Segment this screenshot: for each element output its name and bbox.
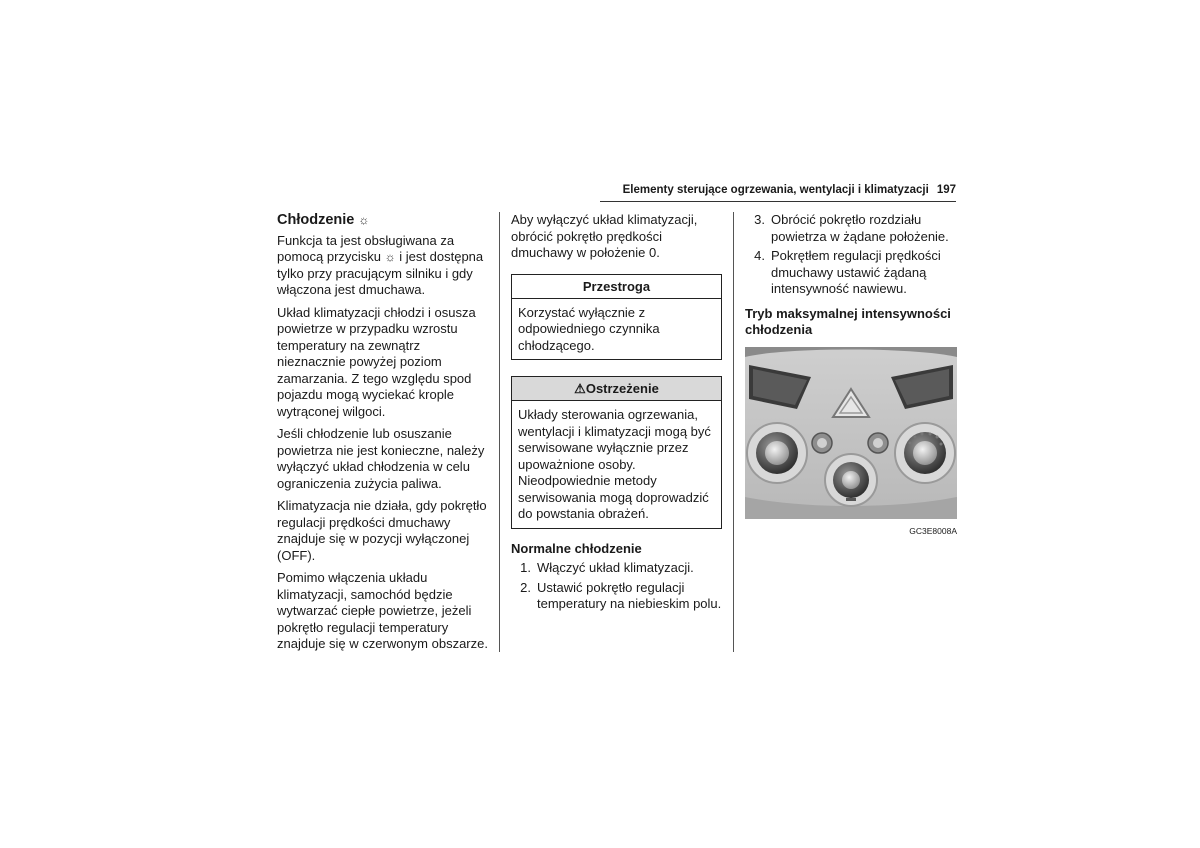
column-2 <box>511 212 722 621</box>
list-item <box>745 248 957 298</box>
caution-box <box>511 274 722 361</box>
paragraph: Jeśli chłodzenie lub osuszanie powietrza nie jest konieczne, należy wyłączyć układ chłodzenia w celu ograniczenia zużycia paliwa. <box>277 426 485 491</box>
step-number: 1. <box>520 560 531 575</box>
step-text: Pokrętłem regulacji prędkości dmuchawy ustawić żądaną intensywność nawiewu. <box>771 248 941 296</box>
list-item <box>745 212 957 245</box>
step-number: 4. <box>754 248 765 263</box>
paragraph-text: Funkcja ta jest obsługiwana za pomocą przycisku <box>277 232 455 264</box>
list-item <box>511 560 722 577</box>
column-1 <box>277 212 489 659</box>
paragraph: Klimatyzacja nie działa, gdy pokrętło regulacji prędkości dmuchawy znajduje się w pozycji wyłączonej (OFF). <box>277 498 487 563</box>
paragraph-text: i jest dostępna tylko przy pracującym silniku i gdy włączona jest dmuchawa. <box>277 249 484 297</box>
column-divider <box>733 212 734 652</box>
sun-icon: ☼ <box>384 250 396 264</box>
paragraph: Aby wyłączyć układ klimatyzacji, obrócić pokrętło prędkości dmuchawy w położenie 0. <box>511 212 698 260</box>
header-title: Elementy sterujące ogrzewania, wentylacji i klimatyzacji <box>622 184 929 196</box>
sun-icon: ☼ <box>358 213 370 227</box>
step-number: 2. <box>520 579 531 595</box>
climate-control-panel-photo <box>745 347 957 519</box>
caution-title: Przestroga <box>512 275 721 299</box>
warning-triangle-icon: ⚠ <box>574 381 586 396</box>
paragraph <box>277 233 489 299</box>
page-number: 197 <box>936 184 956 196</box>
cooling-heading-text: Chłodzenie <box>277 212 355 228</box>
step-text: Ustawić pokrętło regulacji temperatury na niebieskim polu. <box>537 579 722 611</box>
column-divider <box>499 212 500 652</box>
warning-title: Ostrzeżenie <box>585 381 659 396</box>
header-divider <box>600 201 956 202</box>
running-header <box>600 183 956 198</box>
warning-box <box>511 376 722 529</box>
warning-body: Układy sterowania ogrzewania, wentylacji i klimatyzacji mogą być serwisowane wyłącznie przez upoważnione osoby. Nieodpowiednie metody serwisowania mogą doprowadzić do powstania obrażeń. <box>518 407 711 521</box>
step-text: Włączyć układ klimatyzacji. <box>537 560 694 575</box>
section-heading-cooling <box>277 212 489 229</box>
normal-cooling-heading: Normalne chłodzenie <box>511 540 642 556</box>
paragraph: Układ klimatyzacji chłodzi i osusza powietrze w przypadku wzrostu temperatury na zewnątrz nieznacznie powyżej poziom zamarzania. Z tego względu spod pojazdu mogą wyciekać krople wytrąconej wilgoci. <box>277 304 476 419</box>
column-3 <box>745 212 957 539</box>
paragraph: Pomimo włączenia układu klimatyzacji, samochód będzie wytwarzać ciepłe powietrze, jeżeli pokrętło regulacji temperatury znajduje się w czerwonym obszarze. <box>277 570 488 651</box>
step-text: Obrócić pokrętło rozdziału powietrza w żądane położenie. <box>771 212 949 244</box>
figure-caption: GC3E8008A <box>909 525 957 536</box>
steps-list <box>745 212 957 298</box>
warning-header <box>512 377 721 401</box>
caution-body: Korzystać wyłącznie z odpowiedniego czynnika chłodzącego. <box>518 304 660 353</box>
max-cooling-heading: Tryb maksymalnej intensywności chłodzenia <box>745 305 951 337</box>
list-item <box>511 580 722 613</box>
steps-list <box>511 560 722 613</box>
step-number: 3. <box>754 212 765 227</box>
